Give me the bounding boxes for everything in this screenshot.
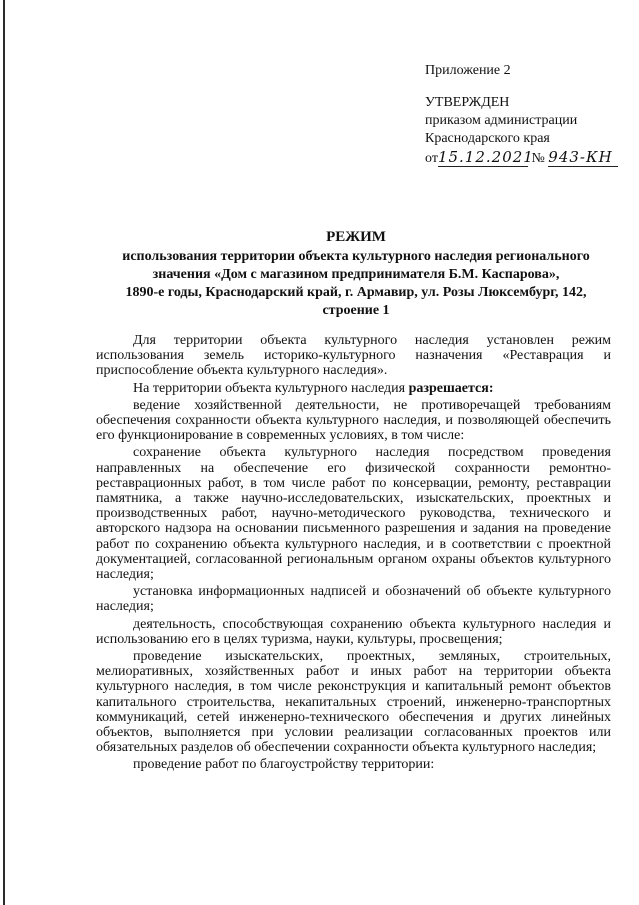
paragraph-signage: установка информационных надписей и обозначений об объекте культурного наследия; — [96, 584, 611, 615]
date-prefix: от — [425, 151, 438, 166]
title-line-3: 1890-е годы, Краснодарский край, г. Армавир, ул. Розы Люксембург, 142, — [125, 285, 587, 300]
title-word: РЕЖИМ — [326, 229, 386, 245]
handwritten-number: 943-КН — [548, 148, 618, 167]
number-prefix: № — [531, 151, 545, 166]
approved-label: УТВЕРЖДЕН — [425, 95, 510, 110]
region-label: Краснодарского края — [425, 131, 550, 146]
paragraph-land-use: Для территории объекта культурного наследия установлен режим использования земель историко-культурного назначения «Реставрация и приспособление объекта культурного наследия». — [96, 333, 611, 379]
paragraph-tourism: деятельность, способствующая сохранению объекта культурного наследия и использованию его в целях туризма, науки, культуры, просвещения; — [96, 616, 611, 647]
order-date-number — [425, 148, 635, 168]
permitted-lead: На территории объекта культурного наследия — [133, 380, 409, 396]
handwritten-date: 15.12.2021 — [437, 148, 534, 166]
approval-header — [425, 62, 635, 168]
title-line-2: значения «Дом с магазином предпринимателя Б.М. Каспарова», — [152, 267, 560, 282]
appendix-label: Приложение 2 — [425, 63, 511, 78]
paragraph-preservation: сохранение объекта культурного наследия посредством проведения направленных на обеспечение его физической сохранности ремонтно-реставрационных работ, в том числе работ по консервации, ремонту, реставрации памятника, а также научно-исследовательских, изыскательских, проектных и производственных работ, научно-методического руководства, технического и авторского надзора на основании письменного разрешения и задания на проведение работ по сохранению объекта культурного наследия, и в соответствии с проектной документацией, согласованной региональным органом охраны объектов культурного наследия; — [96, 445, 611, 583]
order-label: приказом администрации — [425, 113, 578, 128]
scan-edge-line — [3, 0, 5, 905]
document-body — [96, 333, 611, 775]
paragraph-construction: проведение изыскательских, проектных, земляных, строительных, мелиоративных, хозяйственных работ и иных работ на территории объекта культурного наследия, в том числе реконструкция и капитальный ремонт объектов капитального строительства, некапитальных строений, инженерно-транспортных коммуникаций, сетей инженерно-технического обеспечения и других линейных объектов, выполняется при условии реализации согласованных проектов или обязательных разделов об обеспечении сохранности объекта культурного наследия; — [96, 649, 611, 756]
paragraph-economic-activity: ведение хозяйственной деятельности, не противоречащей требованиям обеспечения сохранности объекта культурного наследия, и позволяющей обеспечить его функционирование в современных условиях, в том числе: — [96, 397, 611, 444]
paragraph-landscaping: проведение работ по благоустройству территории: — [133, 757, 435, 773]
title-line-1: использования территории объекта культурного наследия регионального — [122, 249, 590, 264]
document-title — [96, 228, 616, 320]
title-line-4: строение 1 — [322, 303, 390, 318]
permitted-bold: разрешается: — [408, 380, 494, 396]
paragraph-permitted-intro — [96, 381, 611, 396]
